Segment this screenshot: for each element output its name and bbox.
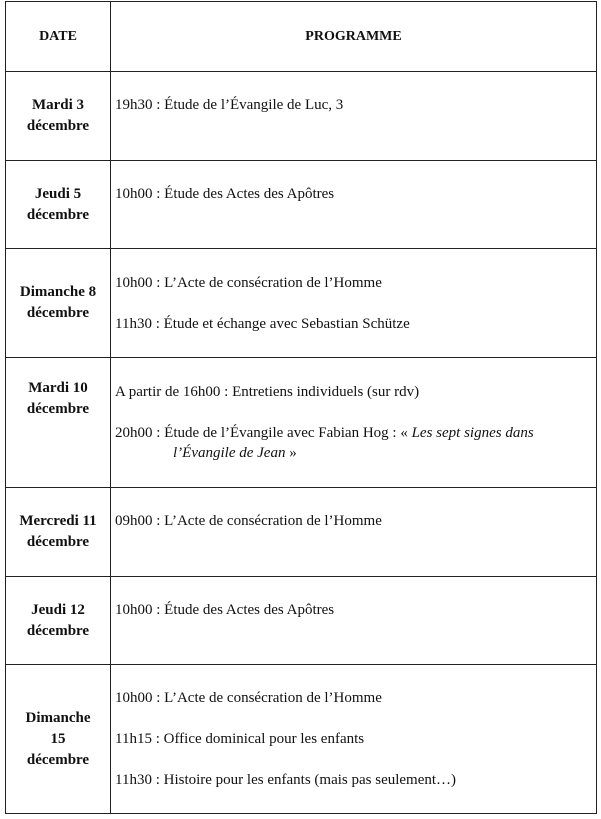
table-row [6, 161, 597, 249]
date-day: Mercredi 11 [19, 513, 97, 529]
date-month: décembre [26, 206, 90, 223]
date-day: Mardi 10 [28, 380, 88, 396]
date-cell [6, 358, 111, 488]
date-day: Mardi 3 [31, 97, 85, 113]
item-quote-close: » [285, 445, 297, 461]
programme-cell [111, 249, 597, 358]
date-cell [6, 577, 111, 665]
date-cell [6, 72, 111, 161]
date-cell [6, 665, 111, 814]
programme-cell [111, 577, 597, 665]
table-row [6, 488, 597, 577]
programme-item [115, 423, 592, 463]
date-month: décembre [26, 305, 90, 321]
programme-item: 10h00 : L’Acte de consécration de l’Homme [115, 690, 382, 706]
programme-item: 11h30 : Histoire pour les enfants (mais pas seulement…) [115, 772, 457, 788]
programme-item: 11h15 : Office dominical pour les enfants [115, 731, 365, 747]
date-month: décembre [26, 401, 90, 417]
programme-item: 10h00 : Étude des Actes des Apôtres [115, 185, 335, 202]
date-month: décembre [26, 534, 90, 550]
programme-item: 11h30 : Étude et échange avec Sebastian Schütze [115, 315, 410, 332]
programme-item: 10h00 : Étude des Actes des Apôtres [115, 601, 335, 618]
programme-item: A partir de 16h00 : Entretiens individuels (sur rdv) [115, 384, 420, 400]
date-day: Dimanche [25, 709, 91, 726]
header-row [6, 2, 597, 72]
date-cell [6, 249, 111, 358]
programme-table [5, 1, 597, 814]
programme-item: 09h00 : L’Acte de consécration de l’Homme [115, 513, 382, 529]
date-day-number: 15 [50, 730, 66, 747]
date-day: Dimanche 8 [19, 284, 97, 300]
table-row [6, 72, 597, 161]
item-text: 20h00 : Étude de l’Évangile avec Fabian Hog : « [115, 425, 412, 441]
date-day: Jeudi 12 [31, 601, 85, 618]
date-cell [6, 488, 111, 577]
date-month: décembre [26, 622, 90, 639]
table-row [6, 358, 597, 488]
programme-cell [111, 358, 597, 488]
programme-cell [111, 488, 597, 577]
item-title: Les sept signes dans l’Évangile de Jean [173, 425, 534, 461]
table-row [6, 577, 597, 665]
table-row [6, 665, 597, 814]
date-cell [6, 161, 111, 249]
programme-header: PROGRAMME [111, 2, 597, 72]
programme-item: 19h30 : Étude de l’Évangile de Luc, 3 [115, 97, 344, 113]
date-month: décembre [26, 751, 90, 768]
programme-cell [111, 665, 597, 814]
programme-item: 10h00 : L’Acte de consécration de l’Homme [115, 274, 382, 291]
date-header: DATE [6, 2, 111, 72]
table-row [6, 249, 597, 358]
date-month: décembre [26, 118, 90, 134]
date-day: Jeudi 5 [34, 185, 82, 202]
programme-cell [111, 161, 597, 249]
programme-cell [111, 72, 597, 161]
